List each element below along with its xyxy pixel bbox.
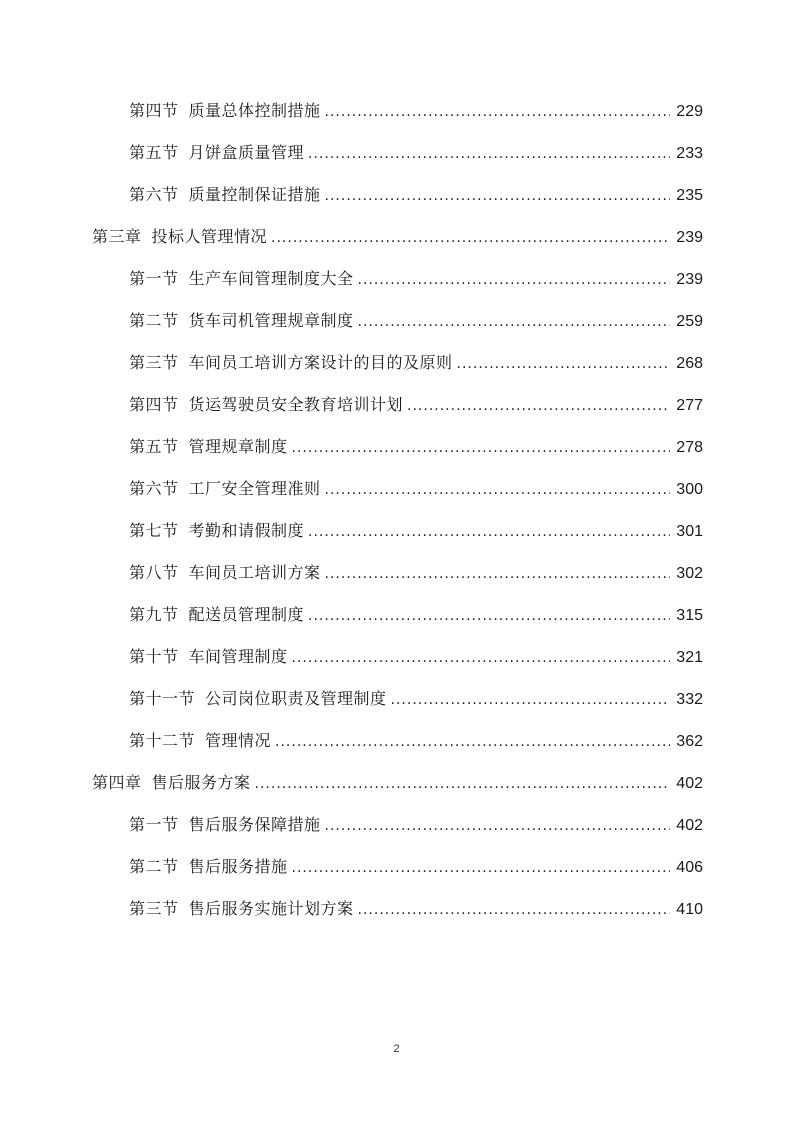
dot-leader [358,889,670,931]
toc-entry-title: 投标人管理情况 [151,227,268,246]
toc-entry-number: 第四节 [129,101,179,120]
toc-entry-title: 售后服务实施计划方案 [188,899,354,918]
toc-entry-title: 售后服务保障措施 [188,815,321,834]
dot-leader [391,679,670,721]
toc-entry-page: 300 [676,481,703,498]
toc-entry-page: 259 [676,313,703,330]
toc-entry[interactable] [0,342,793,384]
toc-entry-page: 239 [676,271,703,288]
toc-entry-number: 第四章 [92,773,142,792]
toc-entry-number: 第九节 [129,605,179,624]
toc-entry-title: 售后服务方案 [151,773,251,792]
toc-entry-number: 第一节 [129,269,179,288]
dot-leader [325,91,670,133]
toc-entry-title: 管理情况 [205,731,272,750]
toc-entry-page: 229 [676,103,703,120]
dot-leader [275,721,670,763]
toc-entry-title: 生产车间管理制度大全 [188,269,354,288]
toc-entry-page: 315 [676,607,703,624]
dot-leader [325,175,670,217]
toc-entry-page: 321 [676,649,703,666]
toc-entry-page: 239 [676,229,703,246]
toc-entry-title: 考勤和请假制度 [188,521,305,540]
toc-entry-page: 233 [676,145,703,162]
toc-entry[interactable] [0,258,793,300]
dot-leader [457,343,670,385]
dot-leader [325,469,670,511]
toc-entry-title: 车间员工培训方案 [188,563,321,582]
toc-entry-page: 402 [676,817,703,834]
toc-entry-number: 第三节 [129,353,179,372]
toc-entry[interactable] [0,468,793,510]
toc-entry-title: 售后服务措施 [188,857,288,876]
toc-entry-page: 301 [676,523,703,540]
toc-chapter-entry[interactable] [0,216,793,258]
page-number: 2 [393,1043,400,1055]
toc-entry-number: 第八节 [129,563,179,582]
dot-leader [292,637,670,679]
dot-leader [292,427,670,469]
toc-entry-number: 第三节 [129,899,179,918]
toc-entry-number: 第十二节 [129,731,196,750]
toc-entry[interactable] [0,300,793,342]
toc-entry-number: 第四节 [129,395,179,414]
toc-entry-title: 车间员工培训方案设计的目的及原则 [188,353,453,372]
dot-leader [358,259,670,301]
toc-entry-number: 第十节 [129,647,179,666]
toc-entry-number: 第五节 [129,143,179,162]
toc-entry[interactable] [0,804,793,846]
toc-entry-title: 公司岗位职责及管理制度 [205,689,387,708]
dot-leader [308,595,670,637]
toc-entry-number: 第三章 [92,227,142,246]
toc-chapter-entry[interactable] [0,762,793,804]
toc-entry-page: 362 [676,733,703,750]
toc-entry[interactable] [0,384,793,426]
toc-entry-title: 质量控制保证措施 [188,185,321,204]
toc-entry-title: 车间管理制度 [188,647,288,666]
toc-entry-title: 配送员管理制度 [188,605,305,624]
toc-entry-page: 302 [676,565,703,582]
table-of-contents [0,90,793,930]
toc-entry-title: 质量总体控制措施 [188,101,321,120]
toc-entry-title: 货车司机管理规章制度 [188,311,354,330]
dot-leader [358,301,670,343]
toc-entry-number: 第六节 [129,479,179,498]
toc-entry[interactable] [0,510,793,552]
toc-entry-number: 第七节 [129,521,179,540]
toc-entry[interactable] [0,636,793,678]
dot-leader [325,805,670,847]
toc-entry-number: 第五节 [129,437,179,456]
toc-entry[interactable] [0,174,793,216]
toc-entry[interactable] [0,426,793,468]
toc-entry-number: 第十一节 [129,689,196,708]
toc-entry[interactable] [0,594,793,636]
toc-entry-page: 406 [676,859,703,876]
toc-entry-page: 332 [676,691,703,708]
dot-leader [308,133,670,175]
toc-entry-page: 278 [676,439,703,456]
toc-entry[interactable] [0,132,793,174]
toc-entry[interactable] [0,90,793,132]
toc-entry[interactable] [0,846,793,888]
toc-entry-page: 235 [676,187,703,204]
toc-entry-page: 277 [676,397,703,414]
toc-entry-page: 268 [676,355,703,372]
toc-entry-page: 410 [676,901,703,918]
dot-leader [292,847,670,889]
dot-leader [407,385,670,427]
toc-entry[interactable] [0,888,793,930]
toc-entry-page: 402 [676,775,703,792]
toc-entry-title: 管理规章制度 [188,437,288,456]
dot-leader [255,763,670,805]
toc-entry-number: 第一节 [129,815,179,834]
toc-entry[interactable] [0,720,793,762]
toc-entry-title: 工厂安全管理准则 [188,479,321,498]
toc-entry[interactable] [0,552,793,594]
toc-entry-number: 第二节 [129,857,179,876]
toc-entry-title: 货运驾驶员安全教育培训计划 [188,395,404,414]
toc-entry-number: 第六节 [129,185,179,204]
dot-leader [271,217,670,259]
toc-entry-number: 第二节 [129,311,179,330]
toc-entry[interactable] [0,678,793,720]
dot-leader [308,511,670,553]
toc-entry-title: 月饼盒质量管理 [188,143,305,162]
dot-leader [325,553,670,595]
